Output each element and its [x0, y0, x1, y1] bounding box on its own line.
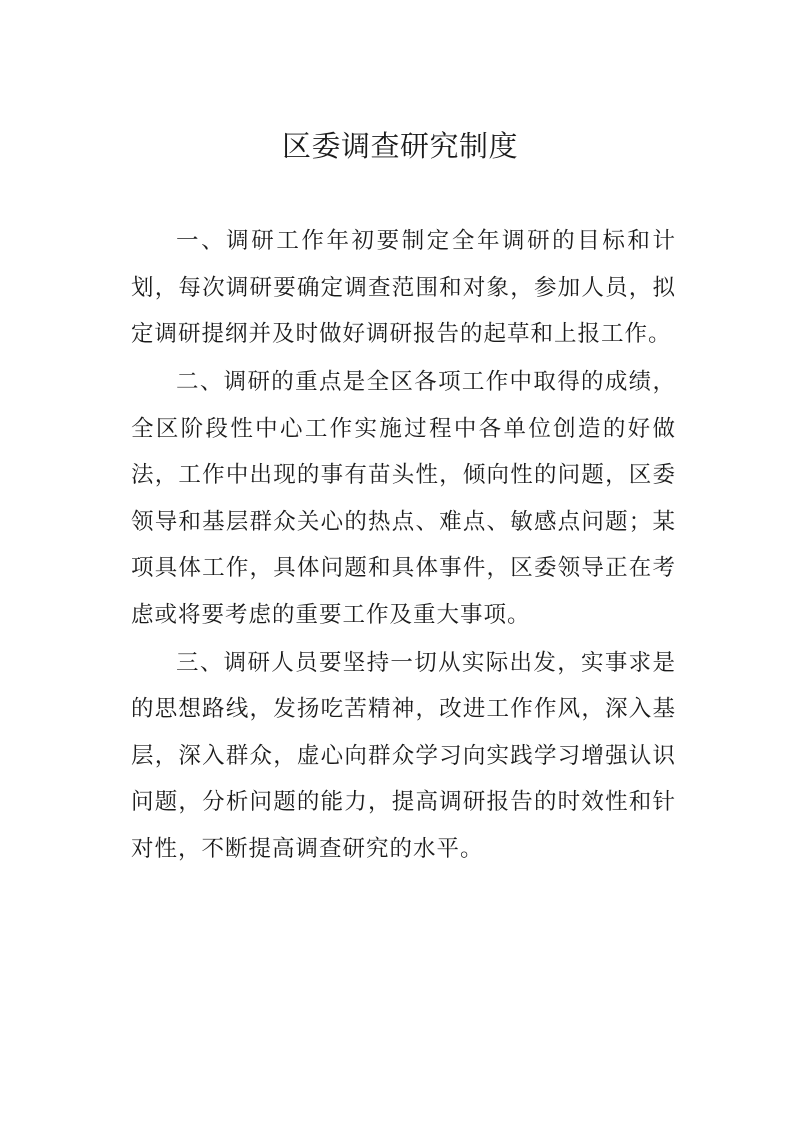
document-title: 区委调查研究制度: [281, 129, 518, 163]
paragraph-2: 二、调研的重点是全区各项工作中取得的成绩，全区阶段性中心工作实施过程中各单位创造的好做法，工作中出现的事有苗头性，倾向性的问题，区委领导和基层群众关心的热点、难点、敏感点问题；某项具体工作，具体问题和具体事件，区委领导正在考虑或将要考虑的重要工作及重大事项。: [131, 369, 676, 628]
paragraph-3: 三、调研人员要坚持一切从实际出发，实事求是的思想路线，发扬吃苦精神，改进工作作风，深入基层，深入群众，虚心向群众学习向实践学习增强认识问题，分析问题的能力，提高调研报告的时效性和针对性，不断提高调查研究的水平。: [131, 649, 676, 862]
document-body: [131, 218, 676, 874]
paragraph-1: 一、调研工作年初要制定全年调研的目标和计划，每次调研要确定调查范围和对象，参加人员，拟定调研提纲并及时做好调研报告的起草和上报工作。: [131, 228, 676, 347]
